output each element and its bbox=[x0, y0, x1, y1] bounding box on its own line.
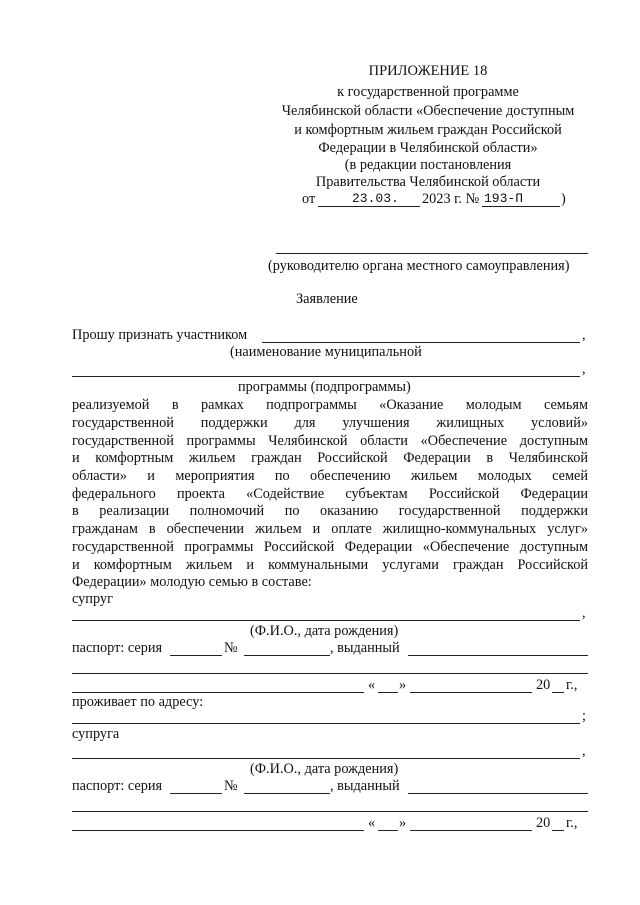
close-paren: ) bbox=[561, 191, 566, 207]
body-line: и комфортным жильем и коммунальными услугами граждан Российской bbox=[72, 557, 588, 573]
issue-day-field[interactable] bbox=[378, 692, 398, 693]
address-label: проживает по адресу: bbox=[72, 694, 204, 710]
body-line: государственной поддержки для улучшения жилищных условий» bbox=[72, 415, 588, 431]
passport-number-label: № bbox=[224, 640, 238, 656]
passport-issued-field-2[interactable] bbox=[72, 811, 588, 812]
body-line: гражданам в обеспечении жильем и оплате жилищно-коммунальных услуг» bbox=[72, 521, 588, 537]
addressee-caption: (руководителю органа местного самоуправления) bbox=[268, 258, 570, 274]
passport-issued-field-2[interactable] bbox=[72, 673, 588, 674]
passport-issued-label: , выданный bbox=[330, 778, 400, 794]
comma: , bbox=[582, 743, 586, 759]
year-suffix: г., bbox=[566, 677, 578, 693]
passport-number-field[interactable] bbox=[244, 793, 330, 794]
issue-authority-field[interactable] bbox=[72, 692, 364, 693]
annex-line-6: Правительства Челябинской области bbox=[315, 174, 541, 190]
request-lead: Прошу признать участником bbox=[72, 327, 248, 343]
body-line: государственной программы Челябинской области «Обеспечение доступным bbox=[72, 433, 588, 449]
body-line: области» и мероприятия по обеспечению жильем молодых семей bbox=[72, 468, 588, 484]
quote-open: « bbox=[368, 815, 376, 831]
quote-open: « bbox=[368, 677, 376, 693]
issue-year-field[interactable] bbox=[552, 830, 564, 831]
annex-line-5: (в редакции постановления bbox=[344, 157, 512, 173]
program-name-line-2[interactable] bbox=[72, 376, 580, 377]
comma: , bbox=[582, 327, 586, 343]
address-field[interactable] bbox=[72, 723, 580, 724]
issue-day-field[interactable] bbox=[378, 830, 398, 831]
fio-caption: (Ф.И.О., дата рождения) bbox=[250, 761, 399, 777]
husband-fio-line[interactable] bbox=[72, 620, 580, 621]
annex-line-2: Челябинской области «Обеспечение доступным bbox=[281, 103, 575, 119]
body-line: и комфортным жильем граждан Российской Федерации в Челябинской bbox=[72, 450, 588, 466]
year-suffix: г., bbox=[566, 815, 578, 831]
fio-caption: (Ф.И.О., дата рождения) bbox=[250, 623, 399, 639]
number-underline bbox=[482, 206, 560, 207]
annex-line-4: Федерации в Челябинской области» bbox=[318, 140, 538, 156]
body-line: федерального проекта «Содействие субъектам Российской Федерации bbox=[72, 486, 588, 502]
body-line: реализуемой в рамках подпрограммы «Оказание молодым семьям bbox=[72, 397, 588, 413]
passport-series-label: паспорт: серия bbox=[72, 778, 163, 794]
addressee-line[interactable] bbox=[276, 253, 588, 254]
year-prefix: 20 bbox=[536, 677, 551, 693]
resolution-date: 23.03. bbox=[352, 191, 399, 206]
program-name-line-1[interactable] bbox=[262, 342, 580, 343]
passport-series-label: паспорт: серия bbox=[72, 640, 163, 656]
issue-year-field[interactable] bbox=[552, 692, 564, 693]
passport-number-label: № bbox=[224, 778, 238, 794]
date-underline bbox=[318, 206, 420, 207]
comma: , bbox=[582, 605, 586, 621]
caption-program: программы (подпрограммы) bbox=[238, 379, 411, 395]
date-prefix: от bbox=[302, 191, 316, 207]
wife-label: супруга bbox=[72, 726, 120, 742]
body-line: государственной программы Российской Федерации «Обеспечение доступным bbox=[72, 539, 588, 555]
passport-issued-label: , выданный bbox=[330, 640, 400, 656]
quote-close: » bbox=[399, 815, 407, 831]
resolution-year: 2023 г. № bbox=[422, 191, 480, 207]
issue-month-field[interactable] bbox=[410, 692, 532, 693]
annex-line-1: к государственной программе bbox=[337, 84, 519, 100]
issue-month-field[interactable] bbox=[410, 830, 532, 831]
caption-municipal: (наименование муниципальной bbox=[230, 344, 422, 360]
comma: , bbox=[582, 361, 586, 377]
wife-fio-line[interactable] bbox=[72, 758, 580, 759]
semicolon: ; bbox=[582, 708, 586, 724]
annex-line-3: и комфортным жильем граждан Российской bbox=[294, 122, 562, 138]
body-last-line: Федерации» молодую семью в составе: bbox=[72, 574, 312, 590]
document-title: Заявление bbox=[296, 291, 358, 307]
passport-number-field[interactable] bbox=[244, 655, 330, 656]
passport-series-field[interactable] bbox=[170, 793, 222, 794]
passport-issued-field[interactable] bbox=[408, 793, 588, 794]
quote-close: » bbox=[399, 677, 407, 693]
resolution-number: 193-П bbox=[484, 191, 524, 206]
body-line: в реализации полномочий по оказанию государственной поддержки bbox=[72, 503, 588, 519]
annex-title: ПРИЛОЖЕНИЕ 18 bbox=[368, 63, 488, 79]
issue-authority-field[interactable] bbox=[72, 830, 364, 831]
husband-label: супруг bbox=[72, 591, 113, 607]
year-prefix: 20 bbox=[536, 815, 551, 831]
passport-series-field[interactable] bbox=[170, 655, 222, 656]
passport-issued-field[interactable] bbox=[408, 655, 588, 656]
